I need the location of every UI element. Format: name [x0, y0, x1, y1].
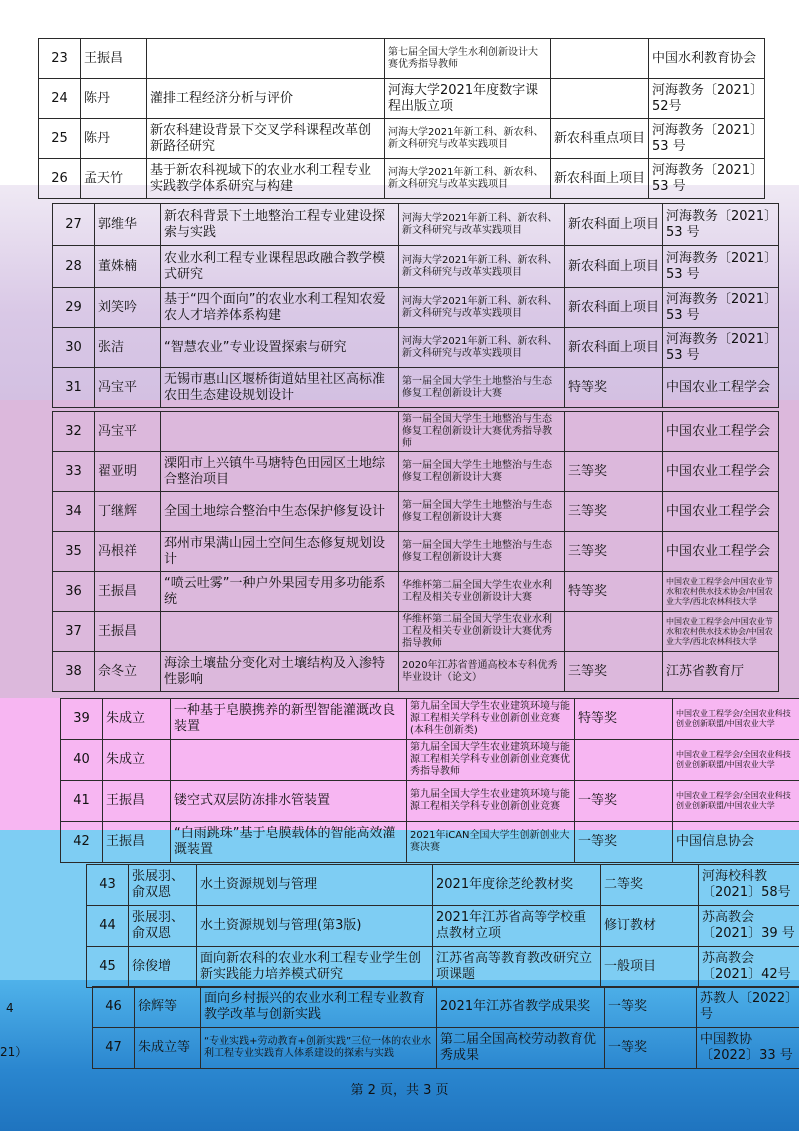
person-name: 冯宝平 — [95, 412, 161, 452]
award-level: 三等奖 — [565, 452, 663, 492]
table-row — [53, 532, 779, 572]
record-number: 34 — [53, 492, 95, 532]
award-name: 第一届全国大学生土地整治与生态修复工程创新设计大赛 — [399, 368, 565, 408]
award-level: 新农科重点项目 — [551, 119, 649, 159]
project-title — [161, 612, 399, 652]
person-name: 佘冬立 — [95, 652, 161, 692]
award-name: 华维杯第二届全国大学生农业水利工程及相关专业创新设计大赛优秀指导教师 — [399, 612, 565, 652]
issuing-org: 中国水利教育协会 — [649, 39, 765, 79]
project-title: “专业实践+劳动教育+创新实践”三位一体的农业水利工程专业实践育人体系建设的探索与实践 — [201, 1028, 437, 1069]
award-level — [551, 79, 649, 119]
award-name: 第一届全国大学生土地整治与生态修复工程创新设计大赛 — [399, 492, 565, 532]
issuing-org: 河海教务〔2021〕53 号 — [663, 204, 779, 246]
record-number: 45 — [87, 947, 129, 988]
issuing-org: 中国农业工程学会 — [663, 412, 779, 452]
award-level: 一等奖 — [605, 987, 697, 1028]
award-name: 河海大学2021年度数字课程出版立项 — [385, 79, 551, 119]
record-number: 25 — [39, 119, 81, 159]
award-name: 2021年度徐芝纶教材奖 — [433, 865, 601, 906]
records-block-6 — [92, 986, 799, 1069]
award-name: 2021年iCAN全国大学生创新创业大赛决赛 — [407, 822, 575, 863]
record-number: 27 — [53, 204, 95, 246]
person-name: 董姝楠 — [95, 246, 161, 288]
person-name: 张展羽、俞双恩 — [129, 865, 197, 906]
project-title — [161, 412, 399, 452]
person-name: 刘笑吟 — [95, 288, 161, 328]
record-number: 33 — [53, 452, 95, 492]
table-row — [53, 368, 779, 408]
issuing-org: 中国农业工程学会/全国农业科技创业创新联盟/中国农业大学 — [673, 781, 799, 822]
project-title: 水土资源规划与管理(第3版) — [197, 906, 433, 947]
person-name: 郭维华 — [95, 204, 161, 246]
record-number: 43 — [87, 865, 129, 906]
project-title: 面向新农科的农业水利工程专业学生创新实践能力培养模式研究 — [197, 947, 433, 988]
table-row — [39, 79, 765, 119]
award-name: 第九届全国大学生农业建筑环境与能源工程相关学科专业创新创业竞赛 — [407, 781, 575, 822]
issuing-org: 中国农业工程学会 — [663, 452, 779, 492]
issuing-org: 河海教务〔2021〕53 号 — [649, 159, 765, 199]
project-title: 无锡市惠山区堰桥街道姑里社区高标准农田生态建设规划设计 — [161, 368, 399, 408]
project-title: “智慧农业”专业设置探索与研究 — [161, 328, 399, 368]
issuing-org: 河海教务〔2021〕53 号 — [649, 119, 765, 159]
person-name: 陈丹 — [81, 119, 147, 159]
record-number: 31 — [53, 368, 95, 408]
table-row — [53, 412, 779, 452]
award-level: 特等奖 — [565, 368, 663, 408]
project-title: 水土资源规划与管理 — [197, 865, 433, 906]
award-level: 三等奖 — [565, 492, 663, 532]
project-title: 全国土地综合整治中生态保护修复设计 — [161, 492, 399, 532]
person-name: 徐俊增 — [129, 947, 197, 988]
table-row — [53, 652, 779, 692]
award-level: 一等奖 — [575, 822, 673, 863]
table-row — [53, 492, 779, 532]
record-number: 32 — [53, 412, 95, 452]
person-name: 王振昌 — [81, 39, 147, 79]
issuing-org: 苏教人〔2022〕号 — [697, 987, 799, 1028]
table-row — [53, 452, 779, 492]
person-name: 丁继辉 — [95, 492, 161, 532]
issuing-org: 中国农业工程学会/中国农业节水和农村供水技术协会/中国农业大学/西北农林科技大学 — [663, 612, 779, 652]
record-number: 28 — [53, 246, 95, 288]
person-name: 陈丹 — [81, 79, 147, 119]
award-level: 新农科面上项目 — [565, 246, 663, 288]
left-edge-fragment-a: 4 — [6, 1001, 14, 1015]
record-number: 38 — [53, 652, 95, 692]
records-block-5 — [86, 864, 799, 988]
award-level: 新农科面上项目 — [565, 204, 663, 246]
award-level: 新农科面上项目 — [565, 328, 663, 368]
table-row — [61, 699, 799, 740]
project-title: 新农科背景下土地整治工程专业建设探索与实践 — [161, 204, 399, 246]
award-name: 华维杯第二届全国大学生农业水利工程及相关专业创新设计大赛 — [399, 572, 565, 612]
issuing-org: 河海教务〔2021〕53 号 — [663, 246, 779, 288]
award-name: 第一届全国大学生土地整治与生态修复工程创新设计大赛 — [399, 532, 565, 572]
table-row — [93, 987, 799, 1028]
issuing-org: 河海教务〔2021〕52号 — [649, 79, 765, 119]
award-level: 一般项目 — [601, 947, 699, 988]
project-title: 面向乡村振兴的农业水利工程专业教育教学改革与创新实践 — [201, 987, 437, 1028]
award-name: 河海大学2021年新工科、新农科、新文科研究与改革实践项目 — [385, 159, 551, 199]
record-number: 40 — [61, 740, 103, 781]
person-name: 王振昌 — [103, 781, 171, 822]
person-name: 张展羽、俞双恩 — [129, 906, 197, 947]
left-edge-fragment-b: 21） — [0, 1045, 28, 1059]
person-name: 翟亚明 — [95, 452, 161, 492]
record-number: 24 — [39, 79, 81, 119]
table-row — [61, 781, 799, 822]
record-number: 37 — [53, 612, 95, 652]
project-title — [171, 740, 407, 781]
person-name: 朱成立 — [103, 699, 171, 740]
table-row — [39, 39, 765, 79]
project-title: 新农科建设背景下交叉学科课程改革创新路径研究 — [147, 119, 385, 159]
award-level — [565, 412, 663, 452]
table-row — [53, 572, 779, 612]
award-name: 河海大学2021年新工科、新农科、新文科研究与改革实践项目 — [399, 246, 565, 288]
award-level: 新农科面上项目 — [565, 288, 663, 328]
table-row — [39, 159, 765, 199]
award-level: 二等奖 — [601, 865, 699, 906]
records-block-2 — [52, 203, 779, 408]
award-name: 第九届全国大学生农业建筑环境与能源工程相关学科专业创新创业竞赛(本科生创新类) — [407, 699, 575, 740]
award-level: 三等奖 — [565, 532, 663, 572]
award-name: 第一届全国大学生土地整治与生态修复工程创新设计大赛优秀指导教师 — [399, 412, 565, 452]
award-level: 修订教材 — [601, 906, 699, 947]
project-title: 海涂土壤盐分变化对土壤结构及入渗特性影响 — [161, 652, 399, 692]
person-name: 冯宝平 — [95, 368, 161, 408]
record-number: 30 — [53, 328, 95, 368]
award-name: 河海大学2021年新工科、新农科、新文科研究与改革实践项目 — [385, 119, 551, 159]
table-row — [87, 947, 799, 988]
table-row — [53, 328, 779, 368]
award-name: 第九届全国大学生农业建筑环境与能源工程相关学科专业创新创业竞赛优秀指导教师 — [407, 740, 575, 781]
record-number: 23 — [39, 39, 81, 79]
record-number: 29 — [53, 288, 95, 328]
award-level: 一等奖 — [575, 781, 673, 822]
issuing-org: 河海教务〔2021〕53 号 — [663, 288, 779, 328]
person-name: 王振昌 — [95, 572, 161, 612]
issuing-org: 中国农业工程学会/全国农业科技创业创新联盟/中国农业大学 — [673, 699, 799, 740]
award-name: 江苏省高等教育教改研究立项课题 — [433, 947, 601, 988]
person-name: 张洁 — [95, 328, 161, 368]
issuing-org: 河海校科教〔2021〕58号 — [699, 865, 799, 906]
project-title: 溧阳市上兴镇牛马塘特色田园区土地综合整治项目 — [161, 452, 399, 492]
project-title: 邳州市果满山园土空间生态修复规划设计 — [161, 532, 399, 572]
table-row — [61, 740, 799, 781]
issuing-org: 苏高教会〔2021〕42号 — [699, 947, 799, 988]
issuing-org: 河海教务〔2021〕53 号 — [663, 328, 779, 368]
record-number: 39 — [61, 699, 103, 740]
project-title: 基于新农科视域下的农业水利工程专业实践教学体系研究与构建 — [147, 159, 385, 199]
record-number: 35 — [53, 532, 95, 572]
award-level: 一等奖 — [605, 1028, 697, 1069]
award-name: 河海大学2021年新工科、新农科、新文科研究与改革实践项目 — [399, 328, 565, 368]
table-row — [93, 1028, 799, 1069]
person-name: 徐辉等 — [135, 987, 201, 1028]
person-name: 朱成立 — [103, 740, 171, 781]
page-footer: 第 2 页，共 3 页 — [350, 1083, 449, 1098]
issuing-org: 中国农业工程学会 — [663, 532, 779, 572]
record-number: 46 — [93, 987, 135, 1028]
person-name: 冯根祥 — [95, 532, 161, 572]
table-row — [87, 865, 799, 906]
table-row — [61, 822, 799, 863]
person-name: 孟天竹 — [81, 159, 147, 199]
table-row — [53, 612, 779, 652]
award-name: 河海大学2021年新工科、新农科、新文科研究与改革实践项目 — [399, 288, 565, 328]
project-title: 灌排工程经济分析与评价 — [147, 79, 385, 119]
award-name: 第一届全国大学生土地整治与生态修复工程创新设计大赛 — [399, 452, 565, 492]
records-block-1 — [38, 38, 765, 199]
record-number: 26 — [39, 159, 81, 199]
award-name: 第二届全国高校劳动教育优秀成果 — [437, 1028, 605, 1069]
table-row — [53, 204, 779, 246]
issuing-org: 苏高教会〔2021〕39 号 — [699, 906, 799, 947]
person-name: 王振昌 — [95, 612, 161, 652]
records-block-3 — [52, 411, 779, 692]
project-title: “白雨跳珠”基于皂膜载体的智能高效灌溉装置 — [171, 822, 407, 863]
table-row — [39, 119, 765, 159]
award-name: 第七届全国大学生水利创新设计大赛优秀指导教师 — [385, 39, 551, 79]
records-block-4 — [60, 698, 799, 863]
project-title: 基于“四个面向”的农业水利工程知农爱农人才培养体系构建 — [161, 288, 399, 328]
award-level: 特等奖 — [575, 699, 673, 740]
award-name: 2020年江苏省普通高校本专科优秀毕业设计（论文） — [399, 652, 565, 692]
table-row — [87, 906, 799, 947]
issuing-org: 中国农业工程学会 — [663, 492, 779, 532]
issuing-org: 中国农业工程学会/中国农业节水和农村供水技术协会/中国农业大学/西北农林科技大学 — [663, 572, 779, 612]
issuing-org: 中国教协〔2022〕33 号 — [697, 1028, 799, 1069]
record-number: 47 — [93, 1028, 135, 1069]
award-level: 三等奖 — [565, 652, 663, 692]
issuing-org: 江苏省教育厅 — [663, 652, 779, 692]
table-row — [53, 288, 779, 328]
award-name: 河海大学2021年新工科、新农科、新文科研究与改革实践项目 — [399, 204, 565, 246]
project-title: 一种基于皂膜携养的新型智能灌溉改良装置 — [171, 699, 407, 740]
record-number: 42 — [61, 822, 103, 863]
award-level — [575, 740, 673, 781]
table-row — [53, 246, 779, 288]
record-number: 41 — [61, 781, 103, 822]
issuing-org: 中国农业工程学会/全国农业科技创业创新联盟/中国农业大学 — [673, 740, 799, 781]
award-name: 2021年江苏省高等学校重点教材立项 — [433, 906, 601, 947]
issuing-org: 中国信息协会 — [673, 822, 799, 863]
award-level — [565, 612, 663, 652]
project-title: 农业水利工程专业课程思政融合教学模式研究 — [161, 246, 399, 288]
person-name: 朱成立等 — [135, 1028, 201, 1069]
award-level: 特等奖 — [565, 572, 663, 612]
project-title: 镂空式双层防冻排水管装置 — [171, 781, 407, 822]
award-level — [551, 39, 649, 79]
person-name: 王振昌 — [103, 822, 171, 863]
award-name: 2021年江苏省教学成果奖 — [437, 987, 605, 1028]
record-number: 44 — [87, 906, 129, 947]
record-number: 36 — [53, 572, 95, 612]
project-title — [147, 39, 385, 79]
project-title: “喷云吐雾”一种户外果园专用多功能系统 — [161, 572, 399, 612]
issuing-org: 中国农业工程学会 — [663, 368, 779, 408]
award-level: 新农科面上项目 — [551, 159, 649, 199]
